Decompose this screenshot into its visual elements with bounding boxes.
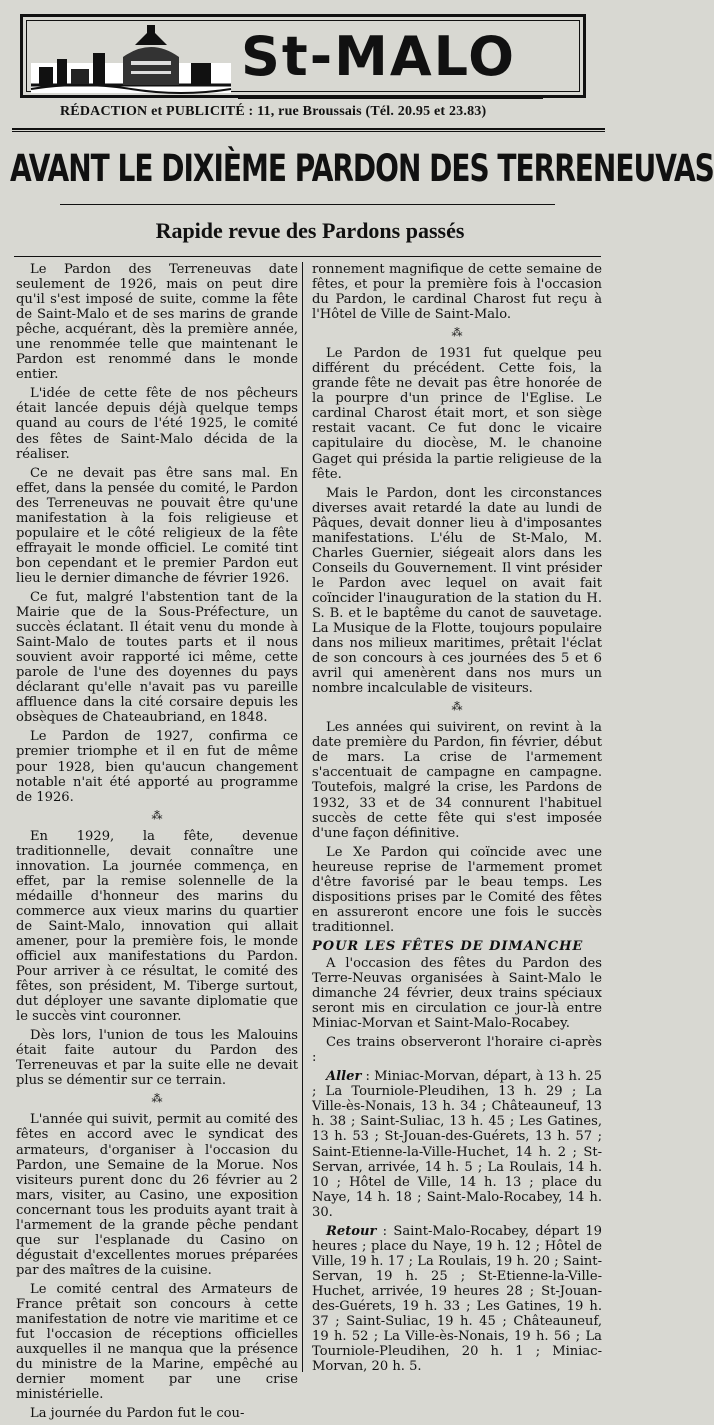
- paragraph: La journée du Pardon fut le cou-: [30, 1406, 245, 1422]
- paragraph: Ce ne devait pas être sans mal. En effet, dans la pensée du comité, le Pardon des Terreneuvas ne pouvait être qu'une manifestation à la fois religieuse et populaire et le côté religieux de la fête effrayait le monde officiel. Le comité tint bon cependant et le premier Pardon eut lieu le dernier dimanche de février 1926.: [16, 465, 298, 586]
- divider: [14, 256, 601, 257]
- paragraph: Le Pardon de 1927, confirma ce premier triomphe et il en fut de même pour 1928, bien qu'aucun changement notable n'ait été apporté au programme de 1926.: [16, 729, 298, 805]
- column-divider: [302, 262, 303, 1372]
- section-separator: ⁂: [151, 808, 163, 822]
- paragraph: Le Xe Pardon qui coïncide avec une heureuse reprise de l'armement promet d'être favorisé par le beau temps. Les dispositions prises par le Comité des fêtes en assureront encore une fois le succès traditionnel.: [312, 844, 602, 935]
- masthead-title: St-MALO: [241, 25, 517, 88]
- paragraph: Les années qui suivirent, on revint à la date première du Pardon, fin février, début de mars. La crise de l'armement s'accentuait de campagne en campagne. Toutefois, malgré la crise, les Pardons de 1932, 33 et de 34 connurent l'habituel succès de cette fête qui s'est imposée d'une façon définitive.: [312, 720, 602, 841]
- right-column: [312, 262, 602, 1378]
- paragraph: Ce fut, malgré l'abstention tant de la Mairie que de la Sous-Préfecture, un succès éclatant. Il était venu du monde à Saint-Malo de toutes parts et il nous souvient avoir rapporté ici même, cette parole de l'une des doyennes du pays déclarant qu'elle n'avait pas vu pareille affluence dans la cité corsaire depuis les obsèques de Chateaubriand, en 1848.: [16, 589, 298, 726]
- article-subhead: Rapide revue des Pardons passés: [155, 218, 465, 243]
- section-separator: ⁂: [451, 326, 463, 340]
- paragraph: ronnement magnifique de cette semaine de fêtes, et pour la première fois à l'occasion du Pardon, le cardinal Charost fut reçu à l'Hôtel de Ville de Saint-Malo.: [312, 262, 602, 323]
- divider: [60, 204, 555, 205]
- section-separator: ⁂: [151, 1092, 163, 1106]
- paragraph: Le Pardon de 1931 fut quelque peu différent du précédent. Cette fois, la grande fête ne devait pas être honorée de la pourpre d'un prince de l'Eglise. Le cardinal Charost était mort, et son siège restait vacant. Ce fut donc le vicaire capitulaire du diocèse, M. le chanoine Gaget qui présida la partie religieuse de la fête.: [312, 346, 602, 482]
- left-column: [16, 262, 298, 1425]
- paragraph: Mais le Pardon, dont les circonstances diverses avait retardé la date au lundi de Pâques, devait donner lieu à d'imposantes manifestations. L'élu de St-Malo, M. Charles Guernier, siégeait alors dans les Conseils du Gouvernement. Il vint présider le Pardon avec lequel on avait fait coïncider l'inauguration de la station du H. S. B. et le baptême du canot de sauvetage. La Musique de la Flotte, toujours populaire dans nos milieux maritimes, prêtait l'éclat de son concours à ces journées des 5 et 6 avril qui amenèrent dans nos murs un nombre incalculable de visiteurs.: [312, 485, 602, 697]
- schedule-aller: [312, 1069, 602, 1219]
- article-headline: AVANT LE DIXIÈME PARDON DES TERRENEUVAS: [10, 146, 714, 191]
- masthead-underline: [238, 95, 543, 99]
- section-separator: ⁂: [451, 700, 463, 714]
- divider: [12, 128, 605, 130]
- section-heading: POUR LES FÊTES DE DIMANCHE: [312, 938, 584, 954]
- paragraph: Le comité central des Armateurs de France prêtait son concours à cette manifestation de notre vie maritime et ce fut l'occasion de réceptions officielles auxquelles il ne manqua que la présence du ministre de la Marine, empêché au dernier moment par une crise ministérielle.: [16, 1281, 298, 1403]
- paragraph: L'idée de cette fête de nos pêcheurs était lancée depuis déjà quelque temps quand au cours de l'été 1925, le comité des fêtes de Saint-Malo décida de la réaliser.: [16, 386, 298, 462]
- schedule-retour: [312, 1224, 602, 1374]
- city-skyline-illustration: [31, 23, 231, 93]
- paragraph: L'année qui suivit, permit au comité des fêtes en accord avec le syndicat des armateurs, d'organiser à l'occasion du Pardon, une Semaine de la Morue. Nos visiteurs purent donc du 26 février au 2 mars, visiter, au Casino, une exposition concernant tous les produits ayant trait à l'armement de la grande pêche pendant que sur l'esplanade du Casino on dégustait d'excellentes morues préparées par des maîtres de la cuisine.: [16, 1112, 298, 1278]
- aller-label: Aller: [326, 1069, 362, 1085]
- paragraph: Dès lors, l'union de tous les Malouins était faite autour du Pardon des Terreneuvas et par la suite elle ne devait plus se démentir sur ce terrain.: [16, 1028, 298, 1089]
- masthead: [20, 14, 586, 98]
- aller-times: : Miniac-Morvan, départ, à 13 h. 25 ; La Tourniole-Pleudihen, 13 h. 29 ; La Ville-ès-Nonais, 13 h. 34 ; Châteauneuf, 13 h. 38 ; Saint-Suliac, 13 h. 45 ; Les Gatines, 13 h. 53 ; St-Jouan-des-Guérets, 13 h. 57 ; Saint-Etienne-la-Ville-Huchet, 14 h. 2 ; St-Servan, arrivée, 14 h. 5 ; La Roulais, 14 h. 10 ; Hôtel de Ville, 14 h. 13 ; place du Naye, 14 h. 18 ; Saint-Malo-Rocabey, 14 h. 30.: [312, 1069, 602, 1220]
- paragraph: Le Pardon des Terreneuvas date seulement de 1926, mais on peut dire qu'il s'est imposé de suite, comme la fête de Saint-Malo et de ses marins de grande pêche, acquérant, dès la première année, une renommée telle que maintenant le Pardon est renommé dans le monde entier.: [16, 262, 298, 383]
- retour-times: : Saint-Malo-Rocabey, départ 19 heures ; place du Naye, 19 h. 12 ; Hôtel de Ville, 19 h. 17 ; La Roulais, 19 h. 20 ; Saint-Servan, 19 h. 25 ; St-Etienne-la-Ville-Huchet, arrivée, 19 heures 28 ; St-Jouan-des-Guérets, 19 h. 33 ; Les Gatines, 19 h. 37 ; Saint-Suliac, 19 h. 45 ; Châteauneuf, 19 h. 52 ; La Ville-ès-Nonais, 19 h. 56 ; La Tourniole-Pleudihen, 20 h. 1 ; Miniac-Morvan, 20 h. 5.: [312, 1223, 602, 1375]
- paragraph: En 1929, la fête, devenue traditionnelle, devait connaître une innovation. La journée commença, en effet, par la remise solennelle de la médaille d'honneur des marins du commerce aux vieux marins du quartier de Saint-Malo, innovation qui allait amener, pour la première fois, le monde officiel aux manifestations du Pardon. Pour arriver à ce résultat, le comité des fêtes, son président, M. Tiberge surtout, dut déployer une savante diplomatie que le succès vint couronner.: [16, 828, 298, 1025]
- paragraph: Ces trains observeront l'horaire ci-après :: [312, 1035, 602, 1066]
- paragraph: A l'occasion des fêtes du Pardon des Terre-Neuvas organisées à Saint-Malo le dimanche 24 février, deux trains spéciaux seront mis en circulation ce jour-là entre Miniac-Morvan et Saint-Malo-Rocabey.: [312, 955, 602, 1032]
- redaction-line: RÉDACTION et PUBLICITÉ : 11, rue Broussais (Tél. 20.95 et 23.83): [60, 104, 487, 119]
- divider: [12, 131, 605, 132]
- retour-label: Retour: [326, 1223, 377, 1239]
